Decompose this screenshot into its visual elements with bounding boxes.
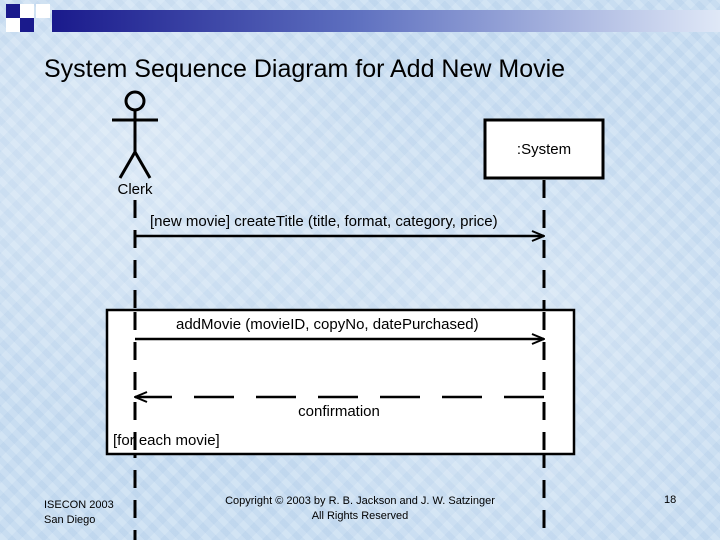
footer-copyright bbox=[185, 494, 535, 524]
actor-head bbox=[126, 92, 144, 110]
actor-right-leg bbox=[135, 152, 150, 178]
slide-title: System Sequence Diagram for Add New Movie bbox=[44, 55, 566, 83]
actor-clerk bbox=[112, 92, 158, 178]
page-number: 18 bbox=[664, 494, 677, 506]
copyright-line-1: Copyright © 2003 by R. B. Jackson and J. W. Satzinger bbox=[225, 495, 495, 507]
message-label-add-movie: addMovie (movieID, copyNo, datePurchased) bbox=[176, 316, 479, 333]
loop-guard-label: [for each movie] bbox=[113, 432, 220, 449]
actor-label: Clerk bbox=[117, 181, 153, 198]
message-label-create-title: [new movie] createTitle (title, format, category, price) bbox=[150, 213, 498, 230]
copyright-line-2: All Rights Reserved bbox=[311, 510, 409, 522]
system-object-label: :System bbox=[516, 141, 572, 158]
footer-location: San Diego bbox=[44, 514, 96, 526]
message-label-confirmation: confirmation bbox=[298, 403, 380, 420]
footer-org bbox=[44, 498, 114, 528]
footer-org-name: ISECON 2003 bbox=[44, 499, 114, 511]
actor-left-leg bbox=[120, 152, 135, 178]
